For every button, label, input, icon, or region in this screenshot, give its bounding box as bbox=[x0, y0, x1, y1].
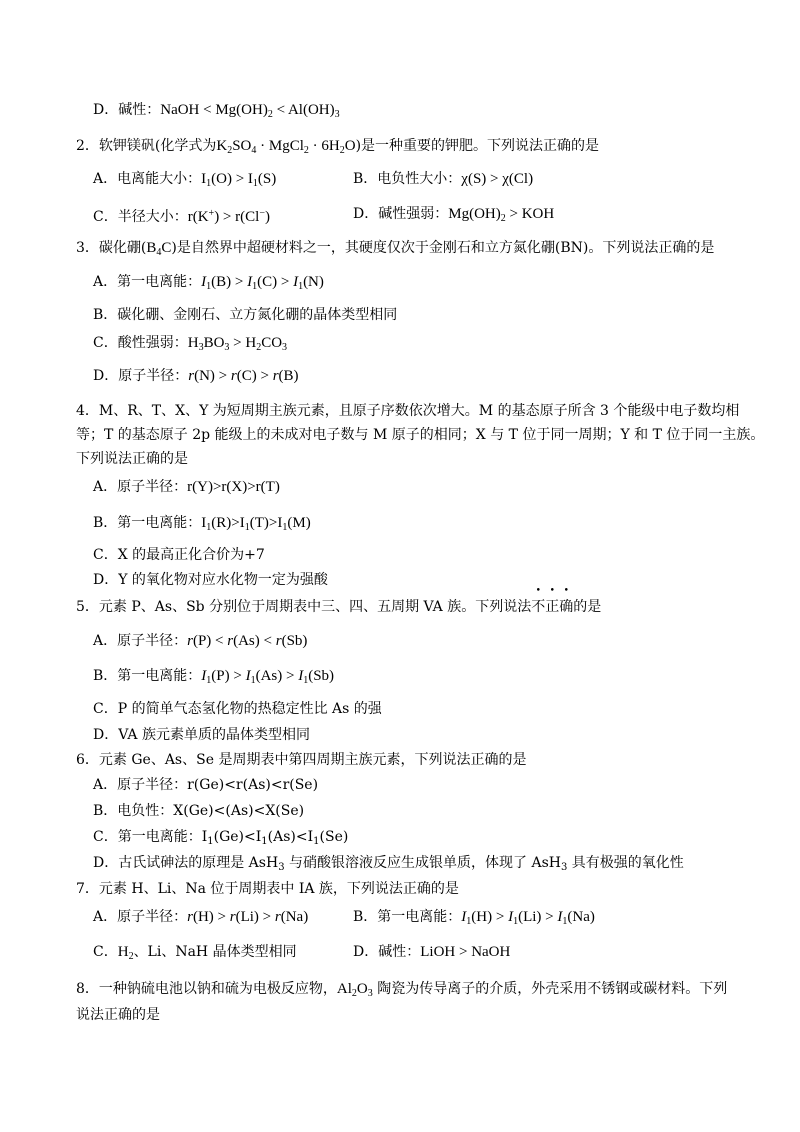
emphasis-dot-char: 不 bbox=[531, 599, 546, 615]
formula: LiOH > NaOH bbox=[420, 944, 511, 960]
q6-option-c: C．第一电离能：$I_1(Ge)<I_1(As)<I_1(Se)$ bbox=[93, 829, 349, 847]
formula: r(K+) > r(Cl−) bbox=[187, 208, 270, 225]
q2-option-b: B．电负性大小：χ(S) > χ(Cl) bbox=[353, 171, 534, 187]
q6-option-a: A．原子半径：r(Ge)<r(As)<r(Se) bbox=[93, 777, 319, 793]
q7-option-b: B．第一电离能：$I_1(H) > I_1(Li) > I_1(Na)$ bbox=[353, 909, 595, 927]
formula: $I_1(O) > I_1(S)$ bbox=[201, 171, 277, 189]
q5-option-b: B．第一电离能：$I_1(P) > I_1(As) > I_1(Sb)$ bbox=[93, 668, 335, 686]
q4-option-b: B．第一电离能：$I_1(R)>I_1(T)>I_1(M)$ bbox=[93, 515, 311, 533]
q4-option-a: A．原子半径：r(Y)>r(X)>r(T) bbox=[93, 479, 280, 495]
formula: $I_1(P) > I_1(As) > I_1(Sb)$ bbox=[201, 668, 335, 686]
q6-option-d: D．古氏试砷法的原理是 AsH$_3$ 与硝酸银溶液反应生成银单质，体现了 AsH$_3$ 具有极强的氧化性 bbox=[93, 855, 684, 873]
q5-option-c: C．P 的简单气态氢化物的热稳定性比 As 的强 bbox=[93, 701, 382, 717]
formula: $Mg(OH)_2$ > KOH bbox=[448, 206, 555, 224]
q7-stem: 7．元素 H、Li、Na 位于周期表中 IA 族，下列说法正确的是 bbox=[76, 881, 459, 897]
formula: r(Y)>r(X)>r(T) bbox=[187, 479, 280, 495]
emphasis-dot-char: 正 bbox=[545, 599, 560, 615]
q3-option-c: C．酸性强弱：$H_3BO_3 > H_2CO_3$ bbox=[93, 335, 288, 353]
formula: χ(S) > χ(Cl) bbox=[461, 171, 534, 187]
q7-option-a: A．原子半径：r(H) > r(Li) > r(Na) bbox=[93, 909, 309, 925]
q3-option-b: B．碳化硼、金刚石、立方氮化硼的晶体类型相同 bbox=[93, 307, 398, 323]
q2-stem: 2．软钾镁矾(化学式为$K_2SO_4$ · MgCl$_2$ · $6H_2O$)是一种重要的钾肥。下列说法正确的是 bbox=[76, 138, 600, 156]
formula: $H_2$ bbox=[117, 944, 134, 962]
q3-option-d: D．原子半径：r(N) > r(C) > r(B) bbox=[93, 368, 299, 384]
q3-stem: 3．碳化硼$(B_4C)$是自然界中超硬材料之一，其硬度仅次于金刚石和立方氮化硼(BN)。下列说法正确的是 bbox=[76, 240, 715, 258]
q3-option-a: A．第一电离能：$I_1(B) > I_1(C) > I_1(N)$ bbox=[93, 274, 324, 292]
q7-option-c: C．$H_2$、Li、NaH 晶体类型相同 bbox=[93, 944, 297, 962]
q2-option-a: A．电离能大小：$I_1(O) > I_1(S)$ bbox=[93, 171, 277, 189]
q2-option-d: D．碱性强弱：$Mg(OH)_2$ > KOH bbox=[353, 206, 555, 224]
q6-stem: 6．元素 Ge、As、Se 是周期表中第四周期主族元素，下列说法正确的是 bbox=[76, 752, 527, 768]
formula: $I_1(H) > I_1(Li) > I_1(Na)$ bbox=[461, 909, 595, 927]
q4-option-c: C．X 的最高正化合价为+7 bbox=[93, 547, 265, 563]
formula: r(P) < r(As) < r(Sb) bbox=[187, 633, 308, 649]
q5-option-d: D．VA 族元素单质的晶体类型相同 bbox=[93, 727, 310, 743]
q8-stem-line2: 说法正确的是 bbox=[76, 1007, 160, 1023]
formula: NaOH < $Mg(OH)_2 < Al(OH)_3$ bbox=[160, 102, 340, 120]
formula: $K_2SO_4$ · MgCl$_2$ · $6H_2O$ bbox=[216, 138, 356, 156]
formula: r(N) > r(C) > r(B) bbox=[188, 368, 299, 384]
formula: $Al_2O_3$ bbox=[336, 981, 373, 999]
q2-option-c: C．半径大小：r(K+) > r(Cl−) bbox=[93, 208, 270, 225]
emphasis-dot-char: 确 bbox=[559, 599, 574, 615]
formula: $I_1(B) > I_1(C) > I_1(N)$ bbox=[201, 274, 324, 292]
formula: $B_4C$ bbox=[146, 240, 172, 258]
formula: r(H) > r(Li) > r(Na) bbox=[187, 909, 309, 925]
q8-stem-line1: 8．一种钠硫电池以钠和硫为电极反应物，$Al_2O_3$ 陶瓷为传导离子的介质，外壳采用不锈钢或碳材料。下列 bbox=[76, 981, 728, 999]
q5-stem: 5．元素 P、As、Sb 分别位于周期表中三、四、五周期 VA 族。下列说法不正确的是 bbox=[76, 599, 602, 615]
formula: $I_1(R)>I_1(T)>I_1(M)$ bbox=[201, 515, 311, 533]
q4-option-d: D．Y 的氧化物对应水化物一定为强酸 bbox=[93, 572, 328, 588]
q5-option-a: A．原子半径：r(P) < r(As) < r(Sb) bbox=[93, 633, 308, 649]
q4-stem-line2: 等；T 的基态原子 2p 能级上的未成对电子数与 M 原子的相同；X 与 T 位于同一周期；Y 和 T 位于同一主族。 bbox=[76, 427, 765, 443]
q7-option-d: D．碱性：LiOH > NaOH bbox=[353, 944, 511, 960]
formula: $H_3BO_3 > H_2CO_3$ bbox=[187, 335, 288, 353]
q6-option-b: B．电负性：X(Ge)<(As)<X(Se) bbox=[93, 803, 305, 819]
q4-stem-line3: 下列说法正确的是 bbox=[76, 451, 188, 467]
q4-stem-line1: 4．M、R、T、X、Y 为短周期主族元素，且原子序数依次增大。M 的基态原子所含 3 个能级中电子数均相 bbox=[76, 403, 740, 419]
q1-option-d: D．碱性：NaOH < $Mg(OH)_2 < Al(OH)_3$ bbox=[93, 102, 340, 120]
